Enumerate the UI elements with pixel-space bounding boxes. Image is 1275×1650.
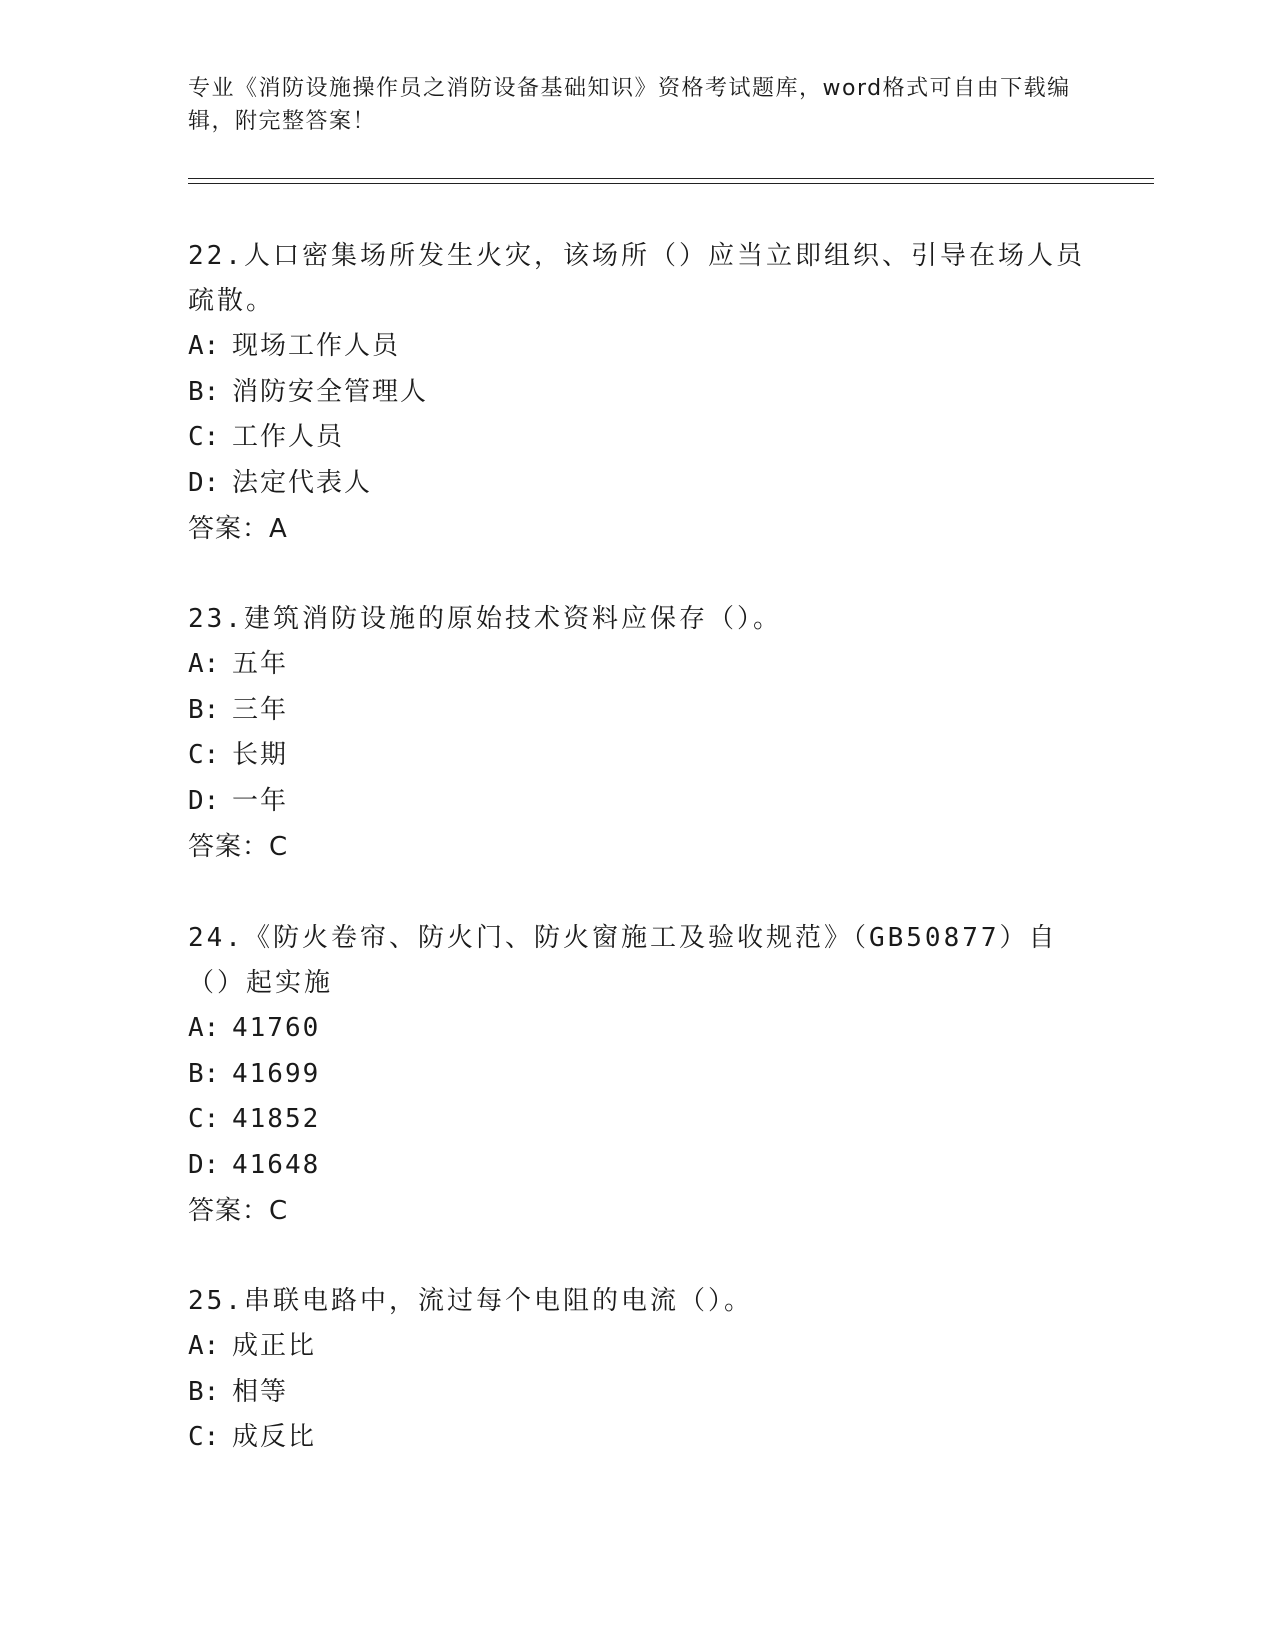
option-text: 五年 (232, 649, 289, 679)
option-letter: C: (188, 740, 220, 770)
option-text: 41699 (232, 1058, 321, 1089)
question-stem (188, 597, 1088, 642)
question-text: 《防火卷帘、防火门、防火窗施工及验收规范》（GB50877）自（）起实施 (188, 923, 1058, 998)
option-letter: C: (188, 422, 220, 452)
question-number: 22. (188, 241, 244, 271)
option-text: 一年 (232, 785, 289, 816)
option-letter: B: (188, 376, 220, 407)
option-text: 现场工作人员 (232, 331, 401, 361)
question-stem (188, 234, 1088, 324)
option-c (188, 1097, 1088, 1143)
option-text: 长期 (232, 740, 289, 770)
option-d (188, 1143, 1088, 1189)
option-a (188, 324, 1088, 370)
question-stem (188, 1279, 1088, 1324)
question-text: 串联电路中，流过每个电阻的电流（）。 (243, 1286, 753, 1316)
header-divider-top (188, 178, 1154, 179)
option-text: 工作人员 (232, 422, 345, 452)
header-divider-bottom (188, 183, 1154, 184)
option-c (188, 415, 1088, 461)
option-a (188, 642, 1088, 688)
question-number: 23. (188, 604, 244, 634)
header-description: 专业《消防设施操作员之消防设备基础知识》资格考试题库，word格式可自由下载编辑，附完整答案！ (188, 76, 1071, 134)
option-b (188, 688, 1088, 734)
option-a (188, 1324, 1088, 1370)
option-letter: D: (188, 1149, 220, 1180)
question-number: 25. (188, 1286, 244, 1316)
option-letter: B: (188, 1058, 220, 1089)
option-d (188, 461, 1088, 507)
option-text: 41648 (232, 1149, 321, 1180)
option-c (188, 733, 1088, 779)
option-b (188, 1052, 1088, 1098)
question-text: 建筑消防设施的原始技术资料应保存（）。 (243, 604, 782, 634)
option-text: 相等 (232, 1376, 289, 1407)
question-22 (188, 234, 1088, 552)
option-letter: A: (188, 1013, 220, 1043)
option-text: 成反比 (232, 1422, 317, 1452)
option-a (188, 1006, 1088, 1052)
question-text: 人口密集场所发生火灾，该场所（）应当立即组织、引导在场人员疏散。 (188, 241, 1085, 316)
answer-line: 答案：A (188, 514, 288, 544)
option-text: 消防安全管理人 (232, 376, 429, 407)
option-letter: A: (188, 649, 220, 679)
option-b (188, 1370, 1088, 1416)
option-text: 41760 (232, 1013, 321, 1043)
option-letter: A: (188, 331, 220, 361)
option-text: 法定代表人 (232, 467, 373, 498)
option-c (188, 1415, 1088, 1461)
option-b (188, 370, 1088, 416)
question-23 (188, 597, 1088, 870)
option-text: 41852 (232, 1104, 321, 1134)
question-24 (188, 916, 1088, 1234)
option-letter: C: (188, 1104, 220, 1134)
answer-line: 答案：C (188, 1196, 289, 1226)
option-letter: B: (188, 1376, 220, 1407)
question-25 (188, 1279, 1088, 1461)
question-stem (188, 916, 1088, 1006)
answer-line: 答案：C (188, 832, 289, 862)
option-letter: A: (188, 1331, 220, 1361)
option-d (188, 779, 1088, 825)
option-letter: D: (188, 785, 220, 816)
option-letter: B: (188, 694, 220, 725)
question-number: 24. (188, 923, 244, 953)
option-letter: D: (188, 467, 220, 498)
option-letter: C: (188, 1422, 220, 1452)
option-text: 成正比 (232, 1331, 317, 1361)
option-text: 三年 (232, 694, 289, 725)
